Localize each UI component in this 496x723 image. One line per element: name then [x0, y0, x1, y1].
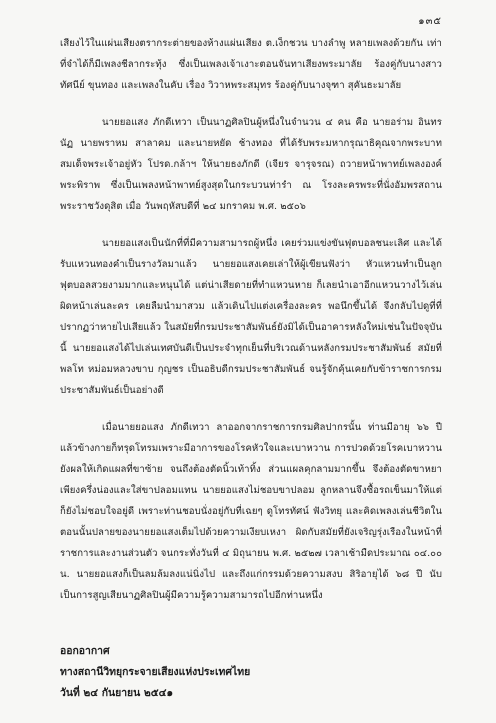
document-body: [60, 33, 442, 624]
broadcast-signature: [60, 641, 440, 704]
broadcast-label: ออกอากาศ: [60, 645, 110, 657]
paragraph-2: นายยอแสง ภักดีเทวา เป็นนาฏศิลปินผู้หนึ่งในจำนวน ๔ คน คือ นายอร่าม อินทรนัฏ นายพราหม สาลาคม และนายหยัด ช้างทอง ที่ได้รับพระมหากรุณาธิคุณจากพระบาทสมเด็จพระเจ้าอยู่หัว โปรด.กล้าฯ ให้นายธงภักดี (เจียร จารุจรณ) ถวายหน้าพาทย์เพลงองค์พระพิราพ ซึ่งเป็นเพลงหน้าพาทย์สูงสุดในกระบวนท่ารำ ณ โรงละครพระที่นั่งอัมพรสถาน พระราชวังดุสิต เมื่อ วันพฤหัสบดีที่ ๒๔ มกราคม พ.ศ. ๒๕๐๖: [60, 117, 442, 212]
page-number: ๑๓๕: [418, 16, 442, 27]
broadcast-date: วันที่ ๒๔ กันยายน ๒๕๔๑: [60, 687, 174, 699]
broadcast-station: ทางสถานีวิทยุกระจายเสียงแห่งประเทศไทย: [60, 666, 251, 678]
paragraph-1: เสียงไว้ในแผ่นเสียงตรากระต่ายของห้างแผ่นเสียง ต.เง็กชวน บางลำพู หลายเพลงด้วยกัน เท่าที่จำได้ก็มีเพลงชีลากระทุ้ง ซึ่งเป็นเพลงเจ้าเงาะตอนจันทาเสียงพระมาลัย ร้องคู่กับนางสาวทัศนีย์ ขุนทอง และเพลงในคับ เรื่อง วิวาหพระสมุทร ร้องคู่กับนางจุฑา สุคันธะมาลัย: [60, 38, 442, 91]
paragraph-3: นายยอแสงเป็นนักที่ที่มีความสามารถผู้หนึ่ง เคยร่วมแข่งขันฟุตบอลชนะเลิศ และได้รับแหวนทองคำเป็นรางวัลมาแล้ว นายยอแสงเคยเล่าให้ผู้เขียนฟังว่า หัวแหวนทำเป็นลูกฟุตบอลสวยงามมากและหนุนได้ แต่น่าเสียดายที่ทำแหวนหาย ก็เลยนำเอาอีกแหวนวางไว้เล่นผิดหน้าเล่นละคร เคยลืมนำมาสวม แล้วเดินไปแต่งเครื่องละคร พอนึกขึ้นได้ จึงกลับไปดูที่ที่ปรากฏว่าหายไปเสียแล้ว ในสมัยที่กรมประชาสัมพันธ์ยังมิได้เป็นอาคารหลังใหม่เช่นในปัจจุบันนี้ นายยอแสงได้ไปเล่นเทศบันดีเป็นประจำทุกเย็นที่บริเวณด้านหลังกรมประชาสัมพันธ์ สมัยที่พลโท หม่อมหลวงขาบ กุญชร เป็นอธิบดีกรมประชาสัมพันธ์ จนรู้จักคุ้นเคยกับข้าราชการกรมประชาสัมพันธ์เป็นอย่างดี: [60, 238, 442, 396]
paragraph-4: เมื่อนายยอแสง ภักดีเทวา ลาออกจากราชการกรมศิลปากรนั้น ท่านมีอายุ ๖๖ ปี แล้วข้างกายก็ทรุดโทรมเพราะมีอาการของโรคหัวใจและเบาหวาน การปวดด้วยโรคเบาหวานยังผลให้เกิดแผลที่ขาซ้าย จนถึงต้องตัดนิ้วเท้าทิ้ง ส่วนแผลคุกลามมากขึ้น จึงต้องตัดขาหยาเพียงครึ่งน่องและใส่ขาปลอมแทน นายยอแสงไม่ชอบขาปลอม ลูกหลานจึงซื้อรถเข็นมาให้แต่ก็ยังไม่ชอบใจอยู่ดี เพราะท่านชอบนั่งอยู่กับที่เฉยๆ ดูโทรทัศน์ ฟังวิทยุ และคิดเพลงเล่นชีวิตในตอนนั้นปลายของนายยอแสงเต็มไปด้วยความเงียบเหงา ผิดกับสมัยที่ยังเจริญรุ่งเรืองในหน้าที่ราชการและงานส่วนตัว จนกระทั่งวันที่ ๔ มิถุนายน พ.ศ. ๒๕๒๗ เวลาเช้ามืดประมาณ ๐๔.๐๐ น. นายยอแสงก็เป็นลมล้มลงแน่นิ่งไป และถึงแก่กรรมด้วยความสงบ สิริอายุได้ ๖๘ ปี นับเป็นการสูญเสียนาฏศิลปินผู้มีความรู้ความสามารถไปอีกท่านหนึ่ง: [60, 422, 442, 601]
